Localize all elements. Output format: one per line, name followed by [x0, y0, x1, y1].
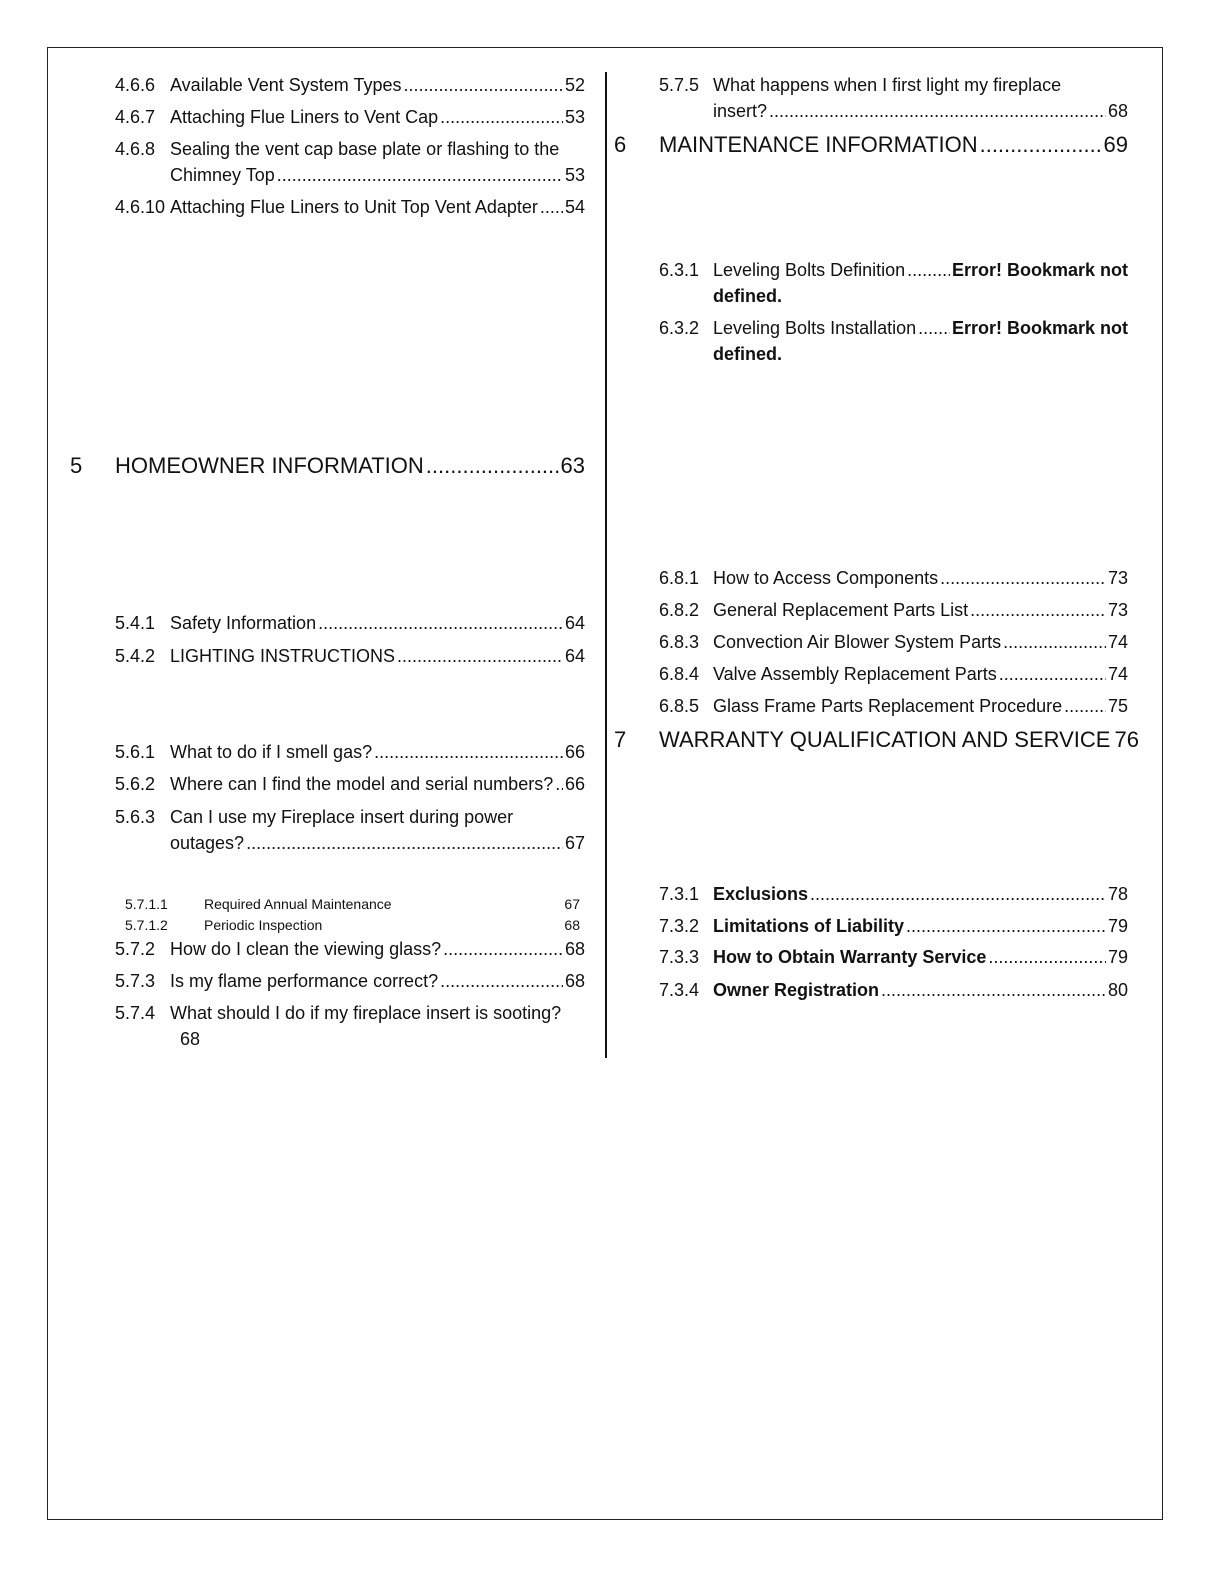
dot-leader — [906, 913, 1106, 939]
dot-leader — [318, 610, 563, 636]
dot-leader — [980, 131, 1102, 159]
error-text-continued: defined. — [713, 344, 783, 364]
toc-number: 7.3.2 — [659, 916, 700, 936]
toc-number: 6.8.1 — [659, 568, 700, 588]
toc-number: 6.8.4 — [659, 664, 700, 684]
toc-number: 4.6.10 — [115, 197, 166, 217]
toc-page: 53 — [564, 165, 585, 185]
toc-page: 64 — [564, 646, 585, 666]
toc-title: Sealing the vent cap base plate or flashing to the — [170, 139, 560, 159]
toc-title: Where can I find the model and serial numbers? — [170, 774, 554, 794]
toc-title: Exclusions — [713, 884, 809, 904]
toc-page: 74 — [1107, 664, 1128, 684]
dot-leader — [246, 830, 563, 856]
toc-number: 7.3.1 — [659, 884, 700, 904]
toc-page: 68 — [564, 917, 580, 933]
toc-number: 6.3.1 — [659, 260, 700, 280]
toc-page: 67 — [564, 833, 585, 853]
dot-leader — [555, 771, 563, 797]
toc-title: LIGHTING INSTRUCTIONS — [170, 646, 396, 666]
dot-leader — [918, 315, 950, 341]
toc-entry-4-6-7[interactable] — [115, 104, 585, 130]
toc-number: 5.6.3 — [115, 807, 156, 827]
toc-title: What to do if I smell gas? — [170, 742, 373, 762]
toc-title: What should I do if my fireplace insert is sooting? — [170, 1003, 562, 1023]
toc-entry-5-6-3[interactable] — [115, 804, 585, 856]
toc-entry-4-6-8[interactable] — [115, 136, 585, 188]
toc-title: Glass Frame Parts Replacement Procedure — [713, 696, 1063, 716]
toc-entry-5-7-5[interactable] — [659, 72, 1128, 124]
toc-entry-5-7-4[interactable] — [115, 1000, 585, 1052]
toc-title: Leveling Bolts Definition — [713, 260, 906, 280]
dot-leader — [999, 661, 1106, 687]
dot-leader — [769, 98, 1106, 124]
toc-page: 66 — [564, 742, 585, 762]
toc-number: 6.8.3 — [659, 632, 700, 652]
toc-page: 64 — [564, 613, 585, 633]
dot-leader — [988, 944, 1106, 970]
toc-page: 78 — [1107, 884, 1128, 904]
toc-number: 5.7.1.2 — [125, 917, 168, 933]
dot-leader — [443, 936, 563, 962]
toc-page: 80 — [1107, 980, 1128, 1000]
toc-number: 5.6.2 — [115, 774, 156, 794]
toc-entry-5-6-1[interactable] — [115, 739, 585, 765]
toc-number: 7 — [614, 727, 627, 752]
toc-number: 5.7.5 — [659, 75, 700, 95]
toc-title: Owner Registration — [713, 980, 880, 1000]
toc-page: 73 — [1107, 568, 1128, 588]
toc-title: Is my flame performance correct? — [170, 971, 439, 991]
toc-page: 69 — [1103, 132, 1128, 157]
toc-page: 68 — [1107, 101, 1128, 121]
dot-leader — [440, 104, 563, 130]
dot-leader — [277, 162, 563, 188]
dot-leader — [403, 72, 563, 98]
toc-entry-6-3-1[interactable] — [659, 257, 1128, 309]
toc-title-continued: insert? — [713, 101, 768, 121]
toc-title: How to Obtain Warranty Service — [713, 947, 987, 967]
toc-page: 75 — [1107, 696, 1128, 716]
toc-title: Leveling Bolts Installation — [713, 318, 917, 338]
toc-entry-5-7-1-2[interactable] — [125, 915, 580, 935]
toc-number: 6.8.5 — [659, 696, 700, 716]
toc-page: 79 — [1107, 947, 1128, 967]
toc-number: 6.8.2 — [659, 600, 700, 620]
toc-entry-6-8-5[interactable] — [659, 693, 1128, 719]
toc-page: 68 — [564, 939, 585, 959]
toc-section-5[interactable] — [70, 452, 585, 480]
toc-number: 5.6.1 — [115, 742, 156, 762]
toc-entry-6-8-4[interactable] — [659, 661, 1128, 687]
toc-title: Required Annual Maintenance — [204, 896, 392, 912]
dot-leader — [426, 452, 559, 480]
toc-number: 5.7.2 — [115, 939, 156, 959]
toc-entry-5-7-2[interactable] — [115, 936, 585, 962]
toc-title: Convection Air Blower System Parts — [713, 632, 1002, 652]
dot-leader — [397, 643, 563, 669]
toc-title-continued: Chimney Top — [170, 165, 275, 185]
toc-title: What happens when I first light my fireplace — [713, 75, 1062, 95]
toc-title: WARRANTY QUALIFICATION AND SERVICE — [659, 727, 1111, 752]
dot-leader — [374, 739, 563, 765]
toc-title: Can I use my Fireplace insert during power — [170, 807, 514, 827]
toc-number: 6.3.2 — [659, 318, 700, 338]
toc-number: 4.6.7 — [115, 107, 156, 127]
toc-title: Available Vent System Types — [170, 75, 402, 95]
toc-entry-6-3-2[interactable] — [659, 315, 1128, 367]
toc-title: General Replacement Parts List — [713, 600, 969, 620]
toc-page: 79 — [1107, 916, 1128, 936]
toc-entry-5-6-2[interactable] — [115, 771, 585, 797]
toc-number: 6 — [614, 132, 627, 157]
dot-leader — [440, 968, 563, 994]
toc-page: 74 — [1107, 632, 1128, 652]
toc-number: 7.3.3 — [659, 947, 700, 967]
dot-leader — [1003, 629, 1106, 655]
error-text: Error! Bookmark not — [951, 260, 1128, 280]
toc-entry-6-8-2[interactable] — [659, 597, 1128, 623]
dot-leader — [881, 977, 1106, 1003]
toc-page: 76 — [1114, 727, 1139, 752]
dot-leader — [540, 194, 563, 220]
toc-entry-7-3-3[interactable] — [659, 944, 1128, 970]
toc-page: 52 — [564, 75, 585, 95]
toc-title: Attaching Flue Liners to Unit Top Vent Adapter — [170, 197, 538, 217]
dot-leader — [1064, 693, 1106, 719]
toc-page: 67 — [564, 896, 580, 912]
toc-number: 4.6.8 — [115, 139, 156, 159]
toc-number: 5.7.4 — [115, 1003, 156, 1023]
toc-entry-4-6-6[interactable] — [115, 72, 585, 98]
toc-section-6[interactable] — [614, 131, 1128, 159]
toc-title: Periodic Inspection — [204, 917, 323, 933]
toc-entry-6-8-1[interactable] — [659, 565, 1128, 591]
toc-entry-4-6-10[interactable] — [115, 194, 585, 220]
dot-leader — [907, 257, 950, 283]
toc-number: 4.6.6 — [115, 75, 156, 95]
toc-entry-5-7-3[interactable] — [115, 968, 585, 994]
error-text-continued: defined. — [713, 286, 783, 306]
toc-page: 73 — [1107, 600, 1128, 620]
dot-leader — [940, 565, 1106, 591]
toc-number: 7.3.4 — [659, 980, 700, 1000]
toc-number: 5 — [70, 453, 83, 478]
error-text: Error! Bookmark not — [951, 318, 1128, 338]
toc-page: 68 — [180, 1029, 201, 1049]
toc-number: 5.7.3 — [115, 971, 156, 991]
toc-page: 63 — [560, 453, 585, 478]
toc-entry-7-3-1[interactable] — [659, 881, 1128, 907]
toc-entry-5-4-1[interactable] — [115, 610, 585, 636]
toc-entry-5-4-2[interactable] — [115, 643, 585, 669]
toc-page: 54 — [564, 197, 585, 217]
toc-entry-6-8-3[interactable] — [659, 629, 1128, 655]
toc-title-continued: outages? — [170, 833, 245, 853]
toc-entry-7-3-4[interactable] — [659, 977, 1128, 1003]
toc-title: Valve Assembly Replacement Parts — [713, 664, 997, 684]
column-divider — [605, 72, 607, 1058]
toc-entry-5-7-1-1[interactable] — [125, 894, 580, 914]
toc-title: How to Access Components — [713, 568, 939, 588]
toc-page: 53 — [564, 107, 585, 127]
toc-section-7[interactable] — [614, 726, 1139, 754]
dot-leader — [970, 597, 1106, 623]
toc-title: How do I clean the viewing glass? — [170, 939, 442, 959]
toc-number: 5.7.1.1 — [125, 896, 168, 912]
dot-leader — [810, 881, 1106, 907]
toc-title: Limitations of Liability — [713, 916, 905, 936]
toc-page: 68 — [564, 971, 585, 991]
toc-entry-7-3-2[interactable] — [659, 913, 1128, 939]
toc-page: 66 — [564, 774, 585, 794]
toc-title: Attaching Flue Liners to Vent Cap — [170, 107, 439, 127]
toc-title: Safety Information — [170, 613, 317, 633]
toc-title: MAINTENANCE INFORMATION — [659, 132, 978, 157]
toc-number: 5.4.1 — [115, 613, 156, 633]
toc-number: 5.4.2 — [115, 646, 156, 666]
toc-title: HOMEOWNER INFORMATION — [115, 453, 424, 478]
